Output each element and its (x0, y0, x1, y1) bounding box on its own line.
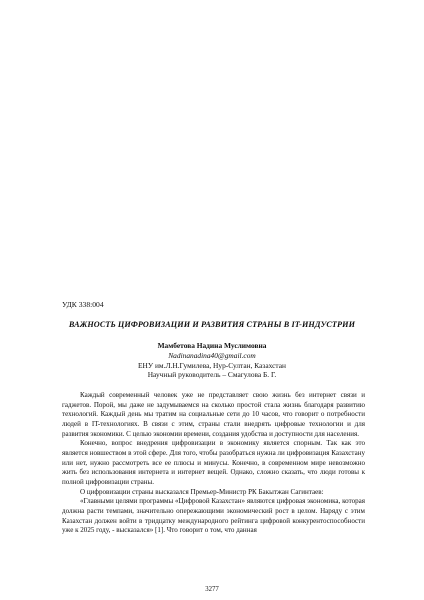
author-affiliation: ЕНУ им.Л.Н.Гумилева, Нур-Султан, Казахстан (138, 360, 286, 370)
author-block (0, 341, 424, 380)
article-body (62, 391, 365, 536)
paragraph-2: Конечно, вопрос внедрения цифровизации в экономику является спорным. Так как это является новшеством в этой сфере. Для того, чтобы разобраться нужна ли цифровизация Казахстану или нет, нужно рассмотреть все ее плюсы и минусы. Конечно, в современном мире невозможно жить без использования интернета и интернет вещей. Однако, сложно сказать, что люди готовы к полной цифровизации страны. (62, 439, 365, 486)
paragraph-1: Каждый современный человек уже не представляет свою жизнь без интернет связи и гаджетов. Порой, мы даже не задумываемся на сколько простой стала жизнь благодаря развитию технологий. Каждый день мы тратим на социальные сети до 10 часов, что говорит о потребности людей в IT-технологиях. В связи с этим, страны стали внедрять цифровые технологии и для развития экономики. С целью экономии времени, создания удобства и доступности для населения. (62, 391, 365, 438)
author-name: Мамбетова Надина Муслимовна (157, 341, 267, 350)
paragraph-3: О цифровизации страны высказался Премьер-Министр РК Бакытжан Сагинтаев: (80, 487, 324, 496)
page-number: 3277 (205, 586, 219, 593)
udk-code: УДК 338:004 (62, 300, 104, 309)
scientific-supervisor: Научный руководитель – Смагулова Б. Г. (147, 370, 277, 380)
paragraph-4: «Главными целями программы «Цифровой Казахстан» являются цифровая экономика, которая должна расти темпами, значительно опережающими экономический рост в целом. Наряду с этим Казахстан должен войти в тридцатку международного рейтинга цифровой конкурентоспособности уже к 2025 году, - высказался» [1]. Что говорит о том, что данная (62, 497, 365, 535)
author-email: Nadinanadina40@gmail.com (168, 350, 256, 360)
article-title: ВАЖНОСТЬ ЦИФРОВИЗАЦИИ И РАЗВИТИЯ СТРАНЫ В IT-ИНДУСТРИИ (68, 320, 356, 329)
